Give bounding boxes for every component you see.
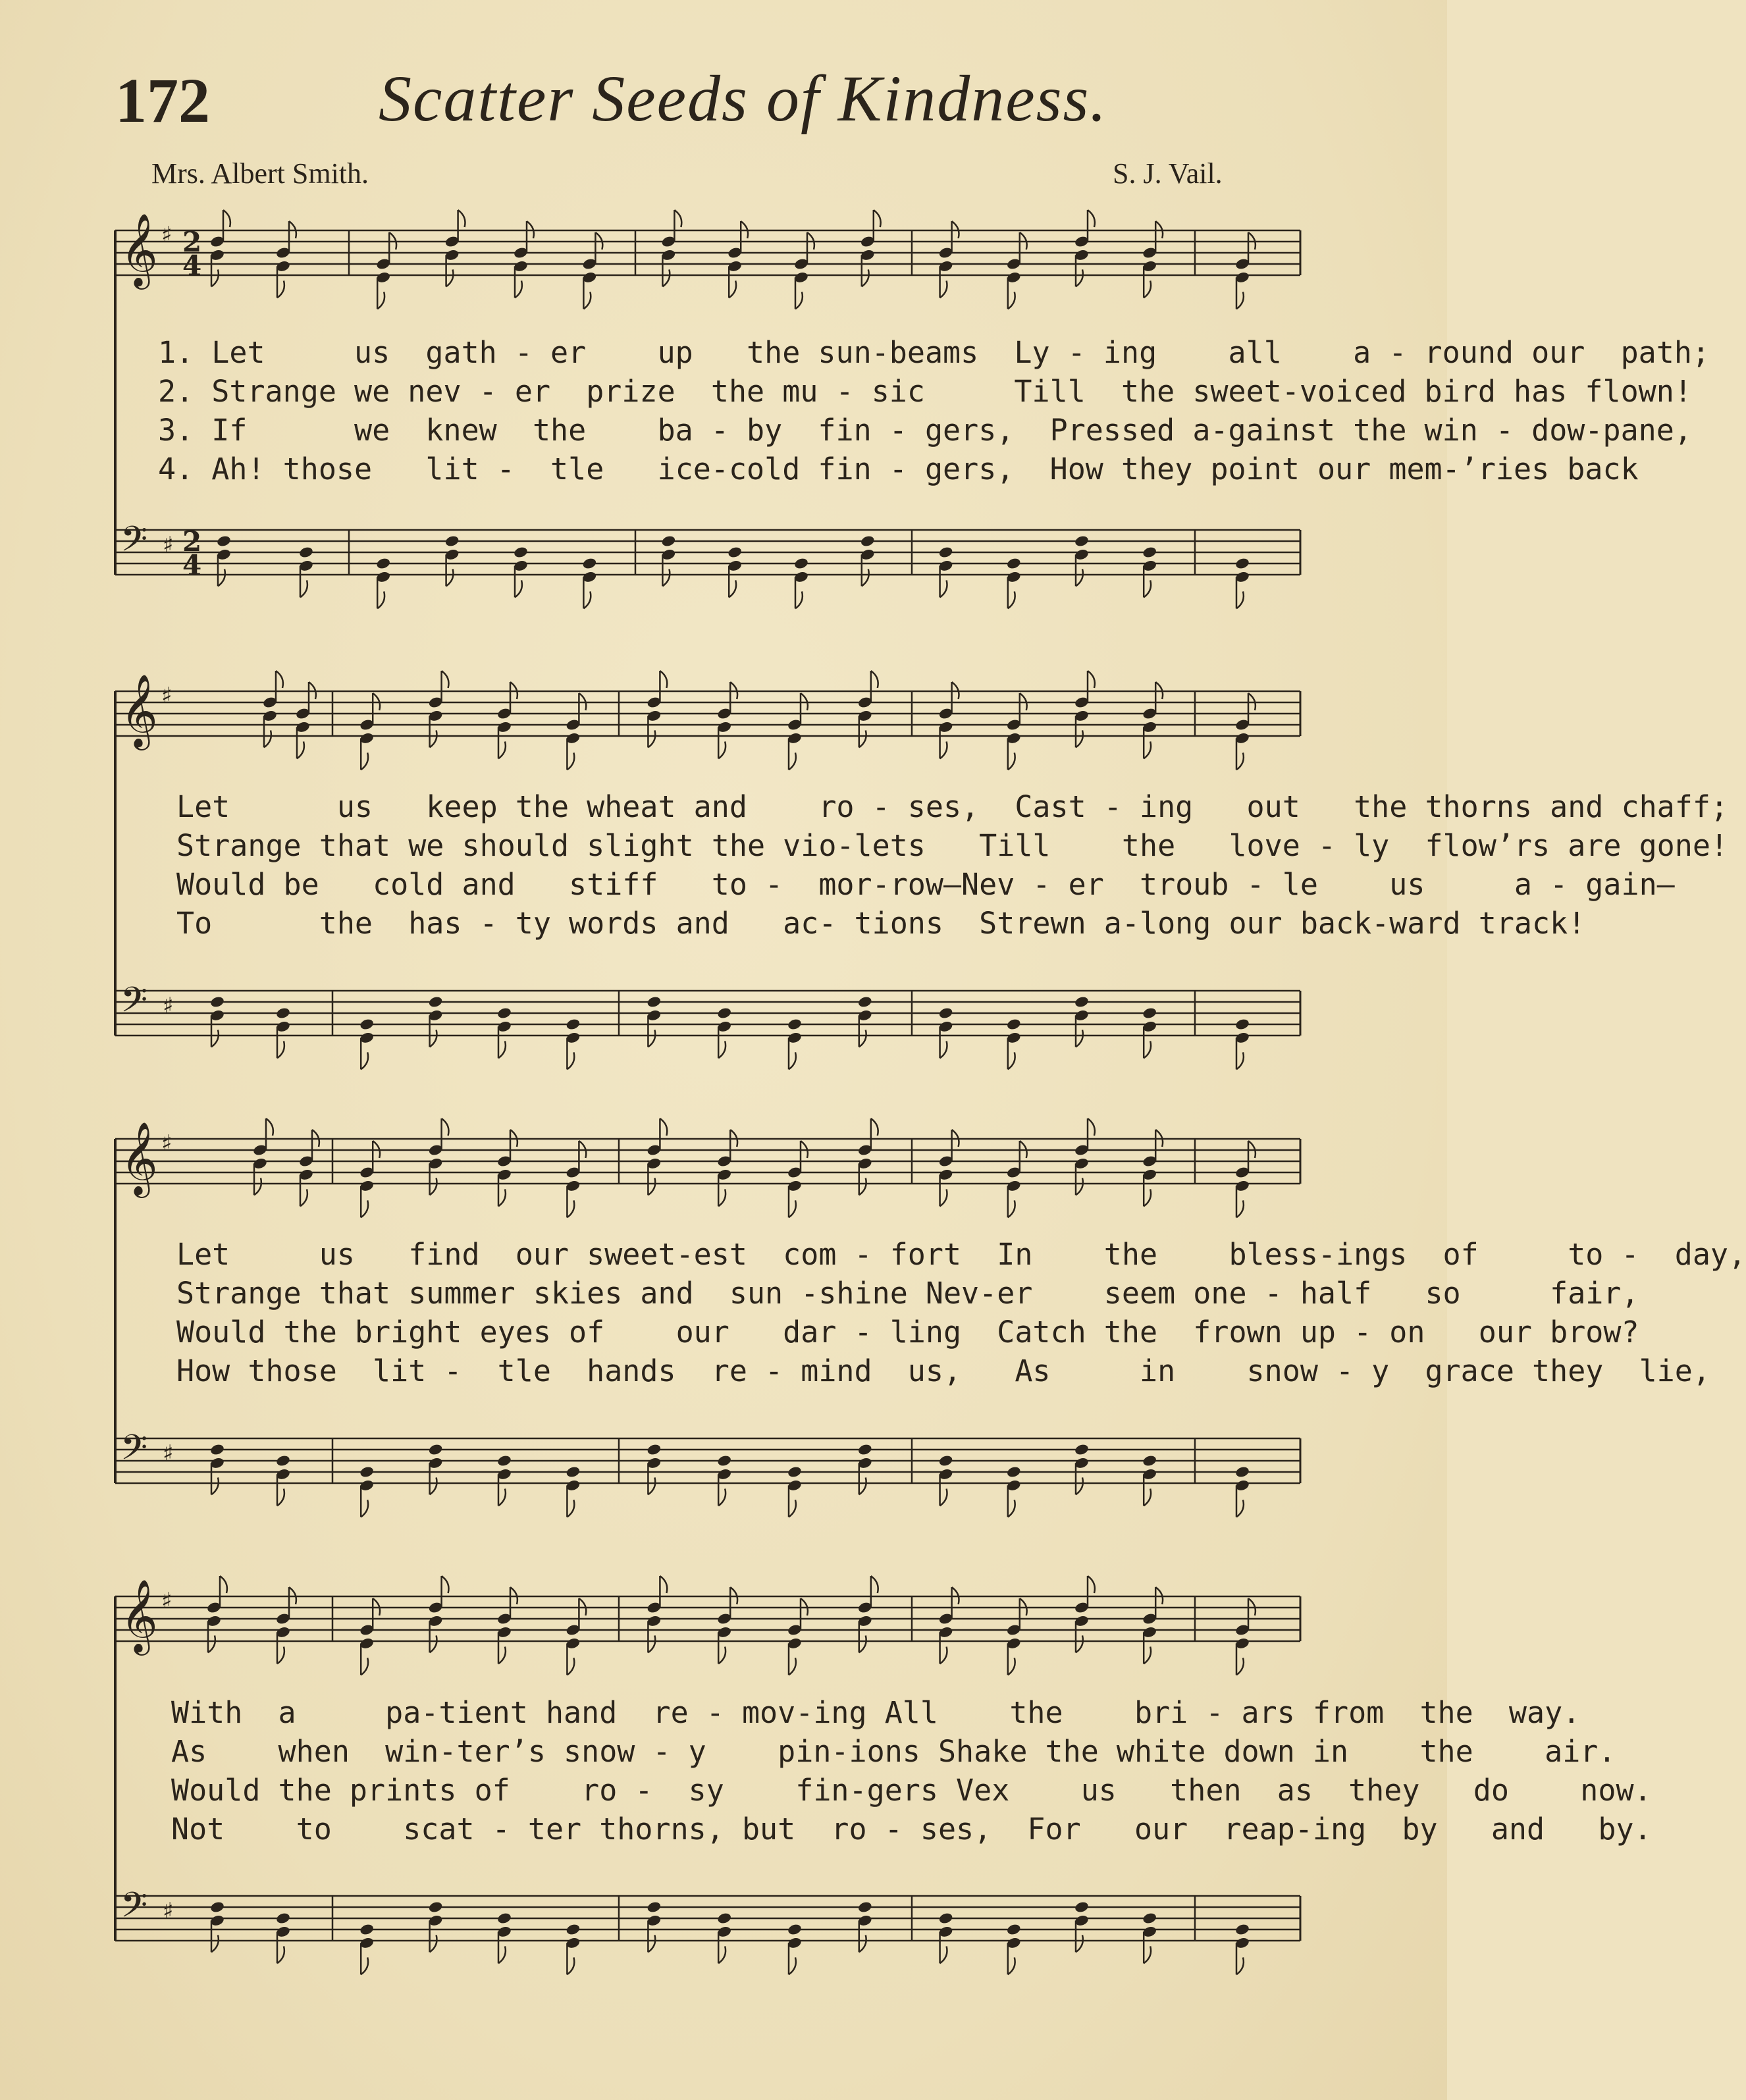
time-signature-top: 2 (182, 226, 202, 258)
note-flag (674, 210, 681, 227)
note-flag (277, 1646, 284, 1664)
note-flag (718, 741, 726, 758)
note-flag (729, 580, 736, 597)
notehead (359, 1465, 375, 1479)
notehead (1074, 1901, 1090, 1914)
note-flag (361, 1500, 368, 1517)
note-flag (871, 1118, 878, 1136)
notehead (647, 1443, 662, 1456)
notehead (787, 1018, 803, 1031)
lyric-line: Strange that summer skies and sun -shine Nev-er seem one - half so fair, (176, 1276, 1639, 1311)
key-signature-sharp: ♯ (161, 683, 172, 709)
note-flag (1144, 1488, 1151, 1506)
notehead (275, 1912, 291, 1925)
note-flag (1144, 1946, 1151, 1963)
treble-clef: 𝄞 (120, 213, 158, 286)
notehead (1006, 1465, 1022, 1479)
key-signature-sharp: ♯ (161, 1130, 172, 1157)
note-flag (859, 1935, 866, 1952)
notehead (428, 995, 444, 1009)
notehead (275, 1007, 291, 1020)
note-flag (1008, 292, 1015, 309)
note-flag (729, 280, 736, 298)
lyric-line: 4. Ah! those lit - tle ice-cold fin - gers, How they point our mem-’ries back (158, 452, 1639, 486)
note-flag (218, 569, 225, 586)
note-flag (442, 1118, 449, 1136)
note-flag (300, 580, 307, 597)
note-flag (789, 1500, 796, 1517)
notehead (793, 557, 809, 570)
time-signature-top: 2 (182, 525, 202, 558)
notehead (209, 1901, 225, 1914)
note-flag (1088, 1576, 1095, 1593)
notehead (566, 1923, 581, 1936)
note-flag (940, 1646, 947, 1664)
note-flag (1236, 1052, 1244, 1069)
note-flag (940, 1946, 947, 1963)
note-flag (515, 580, 522, 597)
note-flag (1144, 1646, 1151, 1664)
notehead (787, 1923, 803, 1936)
note-flag (1076, 1178, 1083, 1195)
note-flag (223, 210, 230, 227)
note-flag (277, 1041, 284, 1058)
note-flag (361, 1052, 368, 1069)
note-flag (211, 1477, 219, 1494)
note-flag (718, 1041, 726, 1058)
note-flag (789, 1957, 796, 1974)
notehead (444, 535, 460, 548)
note-flag (430, 1477, 437, 1494)
notehead (428, 1901, 444, 1914)
note-flag (1008, 1658, 1015, 1675)
note-flag (718, 1189, 726, 1206)
note-flag (430, 730, 437, 747)
note-flag (1088, 671, 1095, 688)
note-flag (583, 591, 591, 608)
note-flag (377, 591, 384, 608)
note-flag (361, 1957, 368, 1974)
note-flag (498, 741, 506, 758)
note-flag (266, 1118, 273, 1136)
note-flag (361, 1200, 368, 1217)
notehead (496, 1912, 512, 1925)
note-flag (1236, 1200, 1244, 1217)
note-flag (567, 1957, 574, 1974)
note-flag (446, 569, 454, 586)
lyric-line: Would be cold and stiff to - mor-row—Nev - er troub - le us a - gain— (176, 867, 1675, 902)
notehead (1074, 995, 1090, 1009)
note-flag (789, 1658, 796, 1675)
note-flag (648, 1477, 655, 1494)
notehead (496, 1007, 512, 1020)
time-signature-bottom: 4 (182, 549, 202, 581)
note-flag (940, 580, 947, 597)
note-flag (430, 1635, 437, 1652)
note-flag (430, 1030, 437, 1047)
hymn-number: 172 (115, 65, 210, 136)
notehead (938, 1454, 954, 1467)
note-flag (567, 752, 574, 770)
note-flag (940, 1488, 947, 1506)
notehead (298, 546, 314, 559)
note-flag (1236, 1658, 1244, 1675)
lyric-line: To the has - ty words and ac- tions Strewn a-long our back-ward track! (176, 906, 1586, 941)
notehead (566, 1018, 581, 1031)
notehead (275, 1454, 291, 1467)
note-flag (361, 1658, 368, 1675)
notehead (496, 1454, 512, 1467)
lyric-line: 2. Strange we nev - er prize the mu - sic Till the sweet-voiced bird has flown! (158, 374, 1692, 409)
note-flag (940, 1189, 947, 1206)
note-flag (1008, 1052, 1015, 1069)
key-signature-sharp: ♯ (163, 1440, 174, 1467)
treble-clef: 𝄞 (120, 1121, 158, 1195)
note-flag (660, 671, 667, 688)
notehead (1006, 1923, 1022, 1936)
notehead (513, 546, 529, 559)
note-flag (498, 1646, 506, 1664)
note-flag (1076, 1935, 1083, 1952)
notehead (1006, 1018, 1022, 1031)
composer-credit: S. J. Vail. (1113, 157, 1223, 190)
note-flag (662, 269, 670, 286)
notehead (1234, 1018, 1250, 1031)
note-flag (648, 1030, 655, 1047)
note-flag (264, 730, 271, 747)
notehead (1142, 1454, 1157, 1467)
note-flag (660, 1118, 667, 1136)
key-signature-sharp: ♯ (163, 993, 174, 1019)
note-flag (859, 1178, 866, 1195)
note-flag (1236, 1957, 1244, 1974)
note-flag (940, 741, 947, 758)
notehead (857, 1443, 873, 1456)
lyric-line: As when win-ter’s snow - y pin-ions Shake the white down in the air. (171, 1734, 1616, 1769)
notehead (860, 535, 876, 548)
bass-clef: 𝄢 (120, 980, 148, 1029)
note-flag (1076, 269, 1083, 286)
notehead (582, 557, 598, 570)
lyric-line: Would the bright eyes of our dar - ling Catch the frown up - on our brow? (176, 1315, 1639, 1350)
note-flag (871, 1576, 878, 1593)
note-flag (789, 1052, 796, 1069)
note-flag (277, 1946, 284, 1963)
note-flag (648, 1635, 655, 1652)
note-flag (277, 280, 284, 298)
note-flag (859, 1030, 866, 1047)
note-flag (1236, 591, 1244, 608)
notehead (716, 1007, 732, 1020)
note-flag (211, 269, 219, 286)
note-flag (567, 1052, 574, 1069)
note-flag (1144, 741, 1151, 758)
notehead (1074, 1443, 1090, 1456)
note-flag (859, 730, 866, 747)
note-flag (1076, 730, 1083, 747)
key-signature-sharp: ♯ (163, 1898, 174, 1924)
note-flag (1144, 1189, 1151, 1206)
notehead (857, 1901, 873, 1914)
lyricist-credit: Mrs. Albert Smith. (151, 157, 369, 190)
note-flag (211, 1030, 219, 1047)
notehead (1234, 557, 1250, 570)
notehead (1006, 557, 1022, 570)
lyric-line: Would the prints of ro - sy fin-gers Vex us then as they do now. (171, 1773, 1652, 1808)
notehead (375, 557, 391, 570)
notehead (1234, 1465, 1250, 1479)
note-flag (498, 1189, 506, 1206)
notehead (1142, 546, 1157, 559)
note-flag (430, 1178, 437, 1195)
lyric-line: 1. Let us gath - er up the sun-beams Ly - ing all a - round our path; (158, 335, 1710, 370)
time-signature-bottom: 4 (182, 249, 202, 282)
note-flag (1144, 1041, 1151, 1058)
notehead (647, 995, 662, 1009)
note-flag (361, 752, 368, 770)
hymn-title: Scatter Seeds of Kindness. (379, 62, 1108, 135)
treble-clef: 𝄞 (120, 673, 158, 747)
note-flag (718, 1646, 726, 1664)
note-flag (648, 730, 655, 747)
note-flag (458, 210, 465, 227)
key-signature-sharp: ♯ (163, 532, 174, 558)
notehead (727, 546, 743, 559)
note-flag (862, 569, 869, 586)
lyric-line: Not to scat - ter thorns, but ro - ses, For our reap-ing by and by. (171, 1812, 1652, 1847)
note-flag (1008, 752, 1015, 770)
treble-clef: 𝄞 (120, 1579, 158, 1652)
note-flag (277, 1488, 284, 1506)
note-flag (940, 1041, 947, 1058)
note-flag (567, 1500, 574, 1517)
note-flag (211, 1935, 219, 1952)
note-flag (377, 292, 384, 309)
notehead (566, 1465, 581, 1479)
note-flag (940, 280, 947, 298)
notehead (938, 1912, 954, 1925)
lyric-line: 3. If we knew the ba - by fin - gers, Pressed a-gainst the win - dow-pane, (158, 413, 1692, 448)
note-flag (254, 1178, 261, 1195)
note-flag (718, 1946, 726, 1963)
note-flag (1008, 1200, 1015, 1217)
lyric-line: With a pa-tient hand re - mov-ing All the bri - ars from the way. (171, 1695, 1581, 1730)
note-flag (862, 269, 869, 286)
notehead (661, 535, 677, 548)
note-flag (1088, 1118, 1095, 1136)
notehead (938, 546, 954, 559)
notehead (209, 1443, 225, 1456)
bass-clef: 𝄢 (120, 519, 148, 568)
notehead (359, 1018, 375, 1031)
note-flag (795, 292, 803, 309)
note-flag (874, 210, 881, 227)
bass-clef: 𝄢 (120, 1885, 148, 1934)
note-flag (859, 1635, 866, 1652)
lyric-line: Strange that we should slight the vio-lets Till the love - ly flow’rs are gone! (176, 828, 1729, 863)
note-flag (662, 569, 670, 586)
note-flag (1076, 1030, 1083, 1047)
notehead (647, 1901, 662, 1914)
note-flag (789, 752, 796, 770)
notehead (1234, 1923, 1250, 1936)
note-flag (1088, 210, 1095, 227)
notehead (787, 1465, 803, 1479)
note-flag (297, 741, 304, 758)
note-flag (859, 1477, 866, 1494)
note-flag (660, 1576, 667, 1593)
note-flag (1076, 1635, 1083, 1652)
note-flag (567, 1658, 574, 1675)
note-flag (1076, 1477, 1083, 1494)
note-flag (208, 1635, 215, 1652)
notehead (428, 1443, 444, 1456)
note-flag (1236, 752, 1244, 770)
note-flag (1008, 1500, 1015, 1517)
notehead (716, 1912, 732, 1925)
note-flag (1144, 280, 1151, 298)
notehead (1142, 1912, 1157, 1925)
note-flag (789, 1200, 796, 1217)
notehead (1074, 535, 1090, 548)
note-flag (871, 671, 878, 688)
note-flag (498, 1041, 506, 1058)
note-flag (220, 1576, 227, 1593)
note-flag (498, 1488, 506, 1506)
note-flag (1236, 292, 1244, 309)
notehead (857, 995, 873, 1009)
note-flag (515, 280, 522, 298)
note-flag (567, 1200, 574, 1217)
notehead (216, 535, 232, 548)
note-flag (498, 1946, 506, 1963)
note-flag (583, 292, 591, 309)
lyric-line: Let us find our sweet-est com - fort In the bless-ings of to - day, (176, 1237, 1746, 1272)
note-flag (446, 269, 454, 286)
notehead (359, 1923, 375, 1936)
note-flag (442, 1576, 449, 1593)
notehead (209, 995, 225, 1009)
notehead (938, 1007, 954, 1020)
note-flag (795, 591, 803, 608)
key-signature-sharp: ♯ (161, 1588, 172, 1614)
notehead (716, 1454, 732, 1467)
note-flag (276, 671, 283, 688)
bass-clef: 𝄢 (120, 1428, 148, 1477)
note-flag (718, 1488, 726, 1506)
note-flag (300, 1189, 307, 1206)
key-signature-sharp: ♯ (161, 222, 172, 248)
note-flag (648, 1935, 655, 1952)
notehead (1142, 1007, 1157, 1020)
lyric-line: How those lit - tle hands re - mind us, As in snow - y grace they lie, (176, 1353, 1710, 1388)
note-flag (442, 671, 449, 688)
note-flag (430, 1935, 437, 1952)
lyric-line: Let us keep the wheat and ro - ses, Cast - ing out the thorns and chaff; (176, 789, 1729, 824)
note-flag (1144, 580, 1151, 597)
note-flag (648, 1178, 655, 1195)
note-flag (1008, 1957, 1015, 1974)
note-flag (1236, 1500, 1244, 1517)
note-flag (1008, 591, 1015, 608)
note-flag (1076, 569, 1083, 586)
